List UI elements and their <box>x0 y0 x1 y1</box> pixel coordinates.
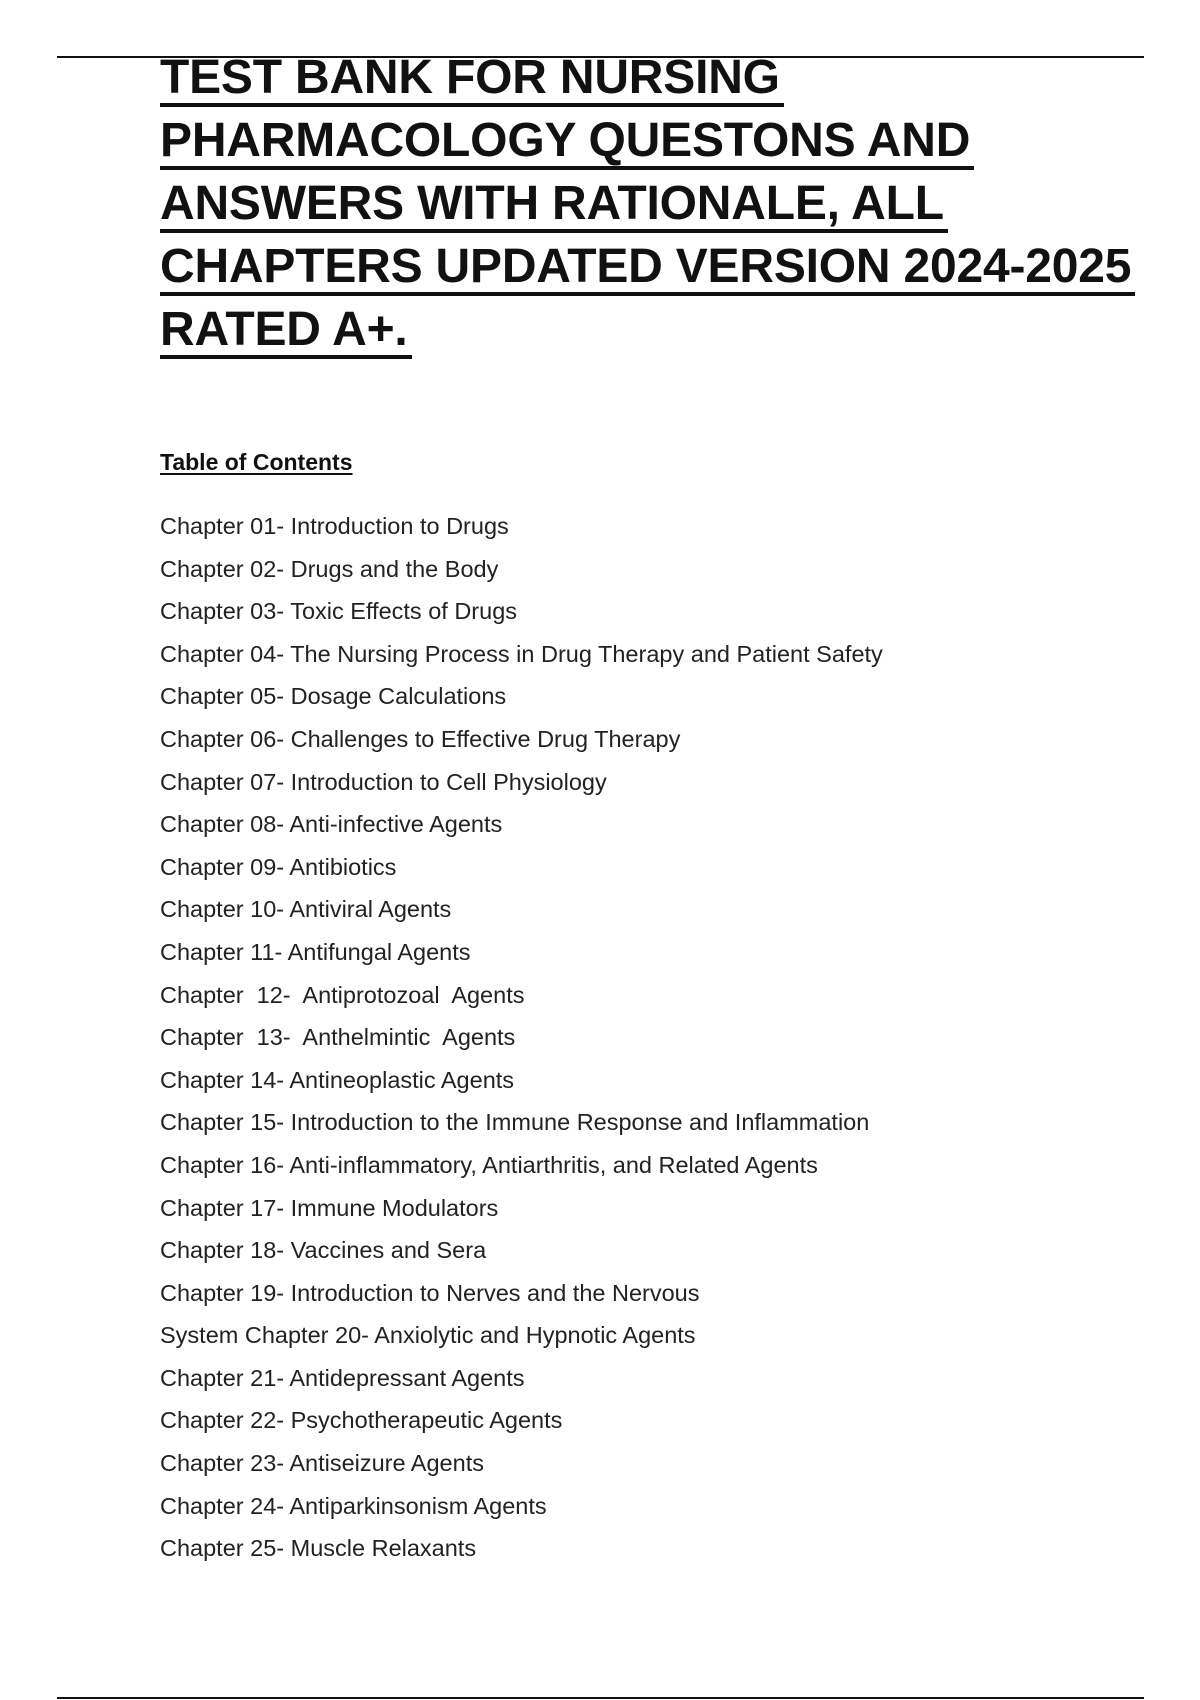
toc-item: Chapter 14- Antineoplastic Agents <box>160 1066 515 1093</box>
toc-item: Chapter 18- Vaccines and Sera <box>160 1237 487 1264</box>
toc-item: Chapter 01- Introduction to Drugs <box>160 513 509 539</box>
toc-item: Chapter 08- Anti-infective Agents <box>160 811 503 838</box>
title-line: ANSWERS WITH RATIONALE, ALL <box>160 179 948 233</box>
toc-item: Chapter 21- Antidepressant Agents <box>160 1364 525 1391</box>
bottom-rule <box>57 1697 1144 1699</box>
toc-item: Chapter 02- Drugs and the Body <box>160 555 499 582</box>
toc-item: Chapter 15- Introduction to the Immune Response and Inflammation <box>160 1109 870 1136</box>
title-line: TEST BANK FOR NURSING <box>160 53 784 107</box>
toc-item: Chapter 04- The Nursing Process in Drug Therapy and Patient Safety <box>160 640 883 667</box>
toc-item: System Chapter 20- Anxiolytic and Hypnotic Agents <box>160 1322 696 1349</box>
document-title <box>160 50 1170 365</box>
toc-item: Chapter 03- Toxic Effects of Drugs <box>160 598 518 625</box>
toc-item: Chapter 17- Immune Modulators <box>160 1194 499 1221</box>
toc-item: Chapter 19- Introduction to Nerves and the Nervous <box>160 1279 700 1306</box>
toc-item: Chapter 24- Antiparkinsonism Agents <box>160 1492 547 1519</box>
title-line: RATED A+. <box>160 305 412 359</box>
toc-item: Chapter 05- Dosage Calculations <box>160 683 507 710</box>
toc-item: Chapter 23- Antiseizure Agents <box>160 1450 484 1477</box>
toc-item: Chapter 22- Psychotherapeutic Agents <box>160 1407 563 1434</box>
toc-item: Chapter 10- Antiviral Agents <box>160 896 452 923</box>
table-of-contents <box>160 505 1140 1570</box>
toc-item: Chapter 16- Anti-inflammatory, Antiarthritis, and Related Agents <box>160 1151 818 1178</box>
toc-item: Chapter 09- Antibiotics <box>160 853 397 880</box>
title-line: PHARMACOLOGY QUESTONS AND <box>160 116 974 170</box>
toc-item: Chapter 11- Antifungal Agents <box>160 938 471 965</box>
toc-item: Chapter 06- Challenges to Effective Drug Therapy <box>160 725 681 752</box>
title-line: CHAPTERS UPDATED VERSION 2024-2025 <box>160 242 1135 296</box>
toc-item: Chapter 07- Introduction to Cell Physiology <box>160 768 607 795</box>
toc-heading: Table of Contents <box>160 449 353 475</box>
toc-item: Chapter 12- Antiprotozoal Agents <box>160 981 525 1008</box>
toc-item: Chapter 13- Anthelmintic Agents <box>160 1024 516 1051</box>
toc-item: Chapter 25- Muscle Relaxants <box>160 1535 477 1562</box>
